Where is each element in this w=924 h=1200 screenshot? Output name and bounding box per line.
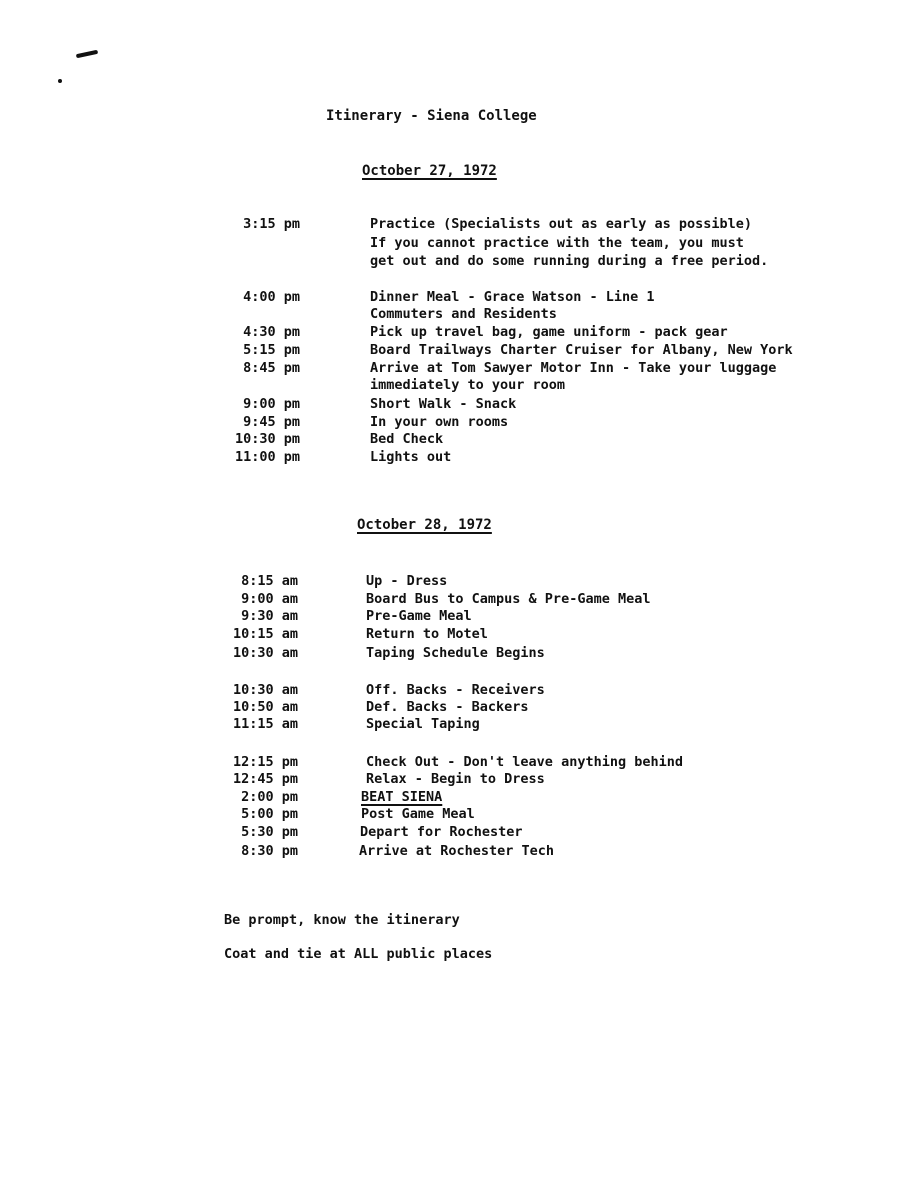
document-title: Itinerary - Siena College [326,108,537,124]
schedule-time: 9:00 pm [243,396,300,412]
schedule-description: Check Out - Don't leave anything behind [366,754,683,770]
schedule-description: Special Taping [366,716,480,732]
note-prompt: Be prompt, know the itinerary [224,912,460,928]
schedule-description: Def. Backs - Backers [366,699,529,715]
schedule-row [0,289,924,307]
day-1-date: October 27, 1972 [362,163,497,179]
schedule-description: Post Game Meal [361,806,475,822]
schedule-time: 10:30 am [232,682,298,698]
schedule-row [0,591,924,609]
schedule-description: Practice (Specialists out as early as possible) [370,216,753,232]
schedule-description: Lights out [370,449,452,465]
schedule-description: Short Walk - Snack [370,396,517,412]
schedule-time: 11:15 am [232,716,298,732]
schedule-row [0,216,924,234]
schedule-description: Pre-Game Meal [366,608,472,624]
schedule-time: 10:30 am [232,645,298,661]
schedule-row [0,716,924,734]
schedule-row [0,699,924,717]
day-2-date: October 28, 1972 [357,517,492,533]
schedule-row [0,449,924,467]
schedule-time: 9:30 am [241,608,298,624]
schedule-time: 8:30 pm [241,843,298,859]
schedule-row [0,253,924,271]
schedule-description: Dinner Meal - Grace Watson - Line 1 [370,289,655,305]
schedule-row [0,396,924,414]
schedule-time: 9:00 am [241,591,298,607]
schedule-row [0,431,924,449]
schedule-time: 8:45 pm [243,360,300,376]
schedule-description: Relax - Begin to Dress [366,771,545,787]
schedule-description: Depart for Rochester [360,824,523,840]
schedule-time: 10:30 pm [234,431,300,447]
schedule-time: 4:00 pm [243,289,300,305]
schedule-row [0,771,924,789]
schedule-description: Bed Check [370,431,444,447]
schedule-time: 8:15 am [241,573,298,589]
schedule-row [0,573,924,591]
scan-speck [58,79,62,83]
schedule-description: immediately to your room [370,377,566,393]
schedule-time: 10:50 am [232,699,298,715]
schedule-description: BEAT SIENA [361,789,443,805]
schedule-row [0,789,924,807]
schedule-time: 3:15 pm [243,216,300,232]
schedule-row [0,754,924,772]
schedule-description: Board Trailways Charter Cruiser for Albany, New York [370,342,793,358]
schedule-row [0,645,924,663]
schedule-description: Arrive at Tom Sawyer Motor Inn - Take your luggage [370,360,777,376]
schedule-row [0,235,924,253]
schedule-description: Pick up travel bag, game uniform - pack gear [370,324,728,340]
schedule-time: 2:00 pm [241,789,298,805]
schedule-description: If you cannot practice with the team, you must [370,235,744,251]
schedule-description: Arrive at Rochester Tech [359,843,555,859]
schedule-description: get out and do some running during a free period. [370,253,769,269]
schedule-row [0,360,924,378]
schedule-row [0,806,924,824]
schedule-description: Board Bus to Campus & Pre-Game Meal [366,591,651,607]
schedule-row [0,324,924,342]
schedule-description: Commuters and Residents [370,306,557,322]
schedule-time: 5:30 pm [241,824,298,840]
schedule-description: Return to Motel [366,626,488,642]
schedule-description: Taping Schedule Begins [366,645,545,661]
schedule-row [0,608,924,626]
schedule-time: 4:30 pm [243,324,300,340]
schedule-time: 12:15 pm [232,754,298,770]
schedule-time: 5:00 pm [241,806,298,822]
schedule-row [0,342,924,360]
schedule-row [0,626,924,644]
schedule-time: 12:45 pm [232,771,298,787]
schedule-row [0,377,924,395]
schedule-time: 5:15 pm [243,342,300,358]
schedule-row [0,414,924,432]
schedule-time: 10:15 am [232,626,298,642]
schedule-row [0,682,924,700]
scan-mark [76,50,98,58]
schedule-row [0,843,924,861]
schedule-description: In your own rooms [370,414,509,430]
schedule-description: Off. Backs - Receivers [366,682,545,698]
schedule-time: 11:00 pm [234,449,300,465]
note-dress-code: Coat and tie at ALL public places [224,946,493,962]
schedule-description: Up - Dress [366,573,448,589]
schedule-time: 9:45 pm [243,414,300,430]
schedule-row [0,824,924,842]
schedule-row [0,306,924,324]
